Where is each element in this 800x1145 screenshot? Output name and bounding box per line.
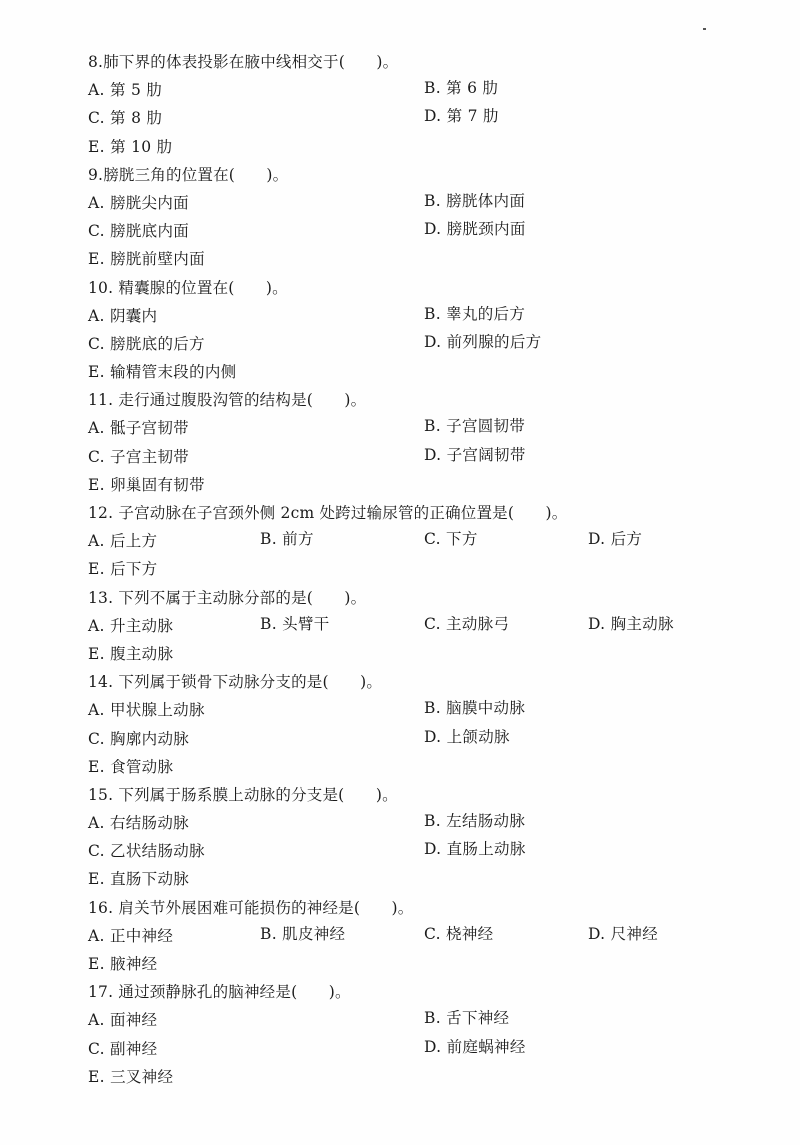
option-b: B. 子宫圆韧带 — [424, 417, 526, 436]
option-row — [88, 555, 728, 583]
option-b: B. 脑膜中动脉 — [424, 699, 526, 718]
option-d: D. 后方 — [588, 530, 643, 549]
option-c: C. 下方 — [424, 530, 478, 549]
option-row — [88, 245, 728, 273]
option-row — [88, 527, 728, 555]
option-row — [88, 471, 728, 499]
question-list — [88, 48, 728, 1091]
option-row — [88, 133, 728, 161]
option-row — [88, 1063, 728, 1091]
option-e: E. 第 10 肋 — [88, 137, 173, 156]
option-a: A. 正中神经 — [88, 926, 174, 945]
option-row — [88, 1006, 728, 1034]
option-a: A. 甲状腺上动脉 — [88, 701, 205, 720]
option-b: B. 前方 — [260, 530, 314, 549]
question-stem: 8.肺下界的体表投影在腋中线相交于( )。 — [88, 53, 399, 71]
option-a: A. 升主动脉 — [88, 616, 174, 635]
option-d: D. 子宫阔韧带 — [424, 445, 526, 464]
option-row — [88, 443, 728, 471]
option-row — [88, 1035, 728, 1063]
option-d: D. 膀胱颈内面 — [424, 220, 526, 239]
option-c: C. 膀胱底的后方 — [88, 334, 205, 353]
option-row — [88, 865, 728, 893]
option-row — [88, 358, 728, 386]
option-c: C. 副神经 — [88, 1039, 158, 1058]
option-d: D. 前列腺的后方 — [424, 332, 542, 351]
option-row — [88, 753, 728, 781]
question-stem: 15. 下列属于肠系膜上动脉的分支是( )。 — [88, 785, 398, 804]
option-c: C. 桡神经 — [424, 924, 494, 943]
question-stem: 17. 通过颈静脉孔的脑神经是( )。 — [88, 983, 351, 1002]
option-row — [88, 302, 728, 330]
option-row — [88, 612, 728, 640]
scan-speck — [703, 28, 706, 30]
option-row — [88, 104, 728, 132]
option-d: D. 胸主动脉 — [588, 614, 674, 633]
option-c: C. 胸廓内动脉 — [88, 729, 190, 748]
option-a: A. 骶子宫韧带 — [88, 419, 189, 438]
option-row — [88, 189, 728, 217]
option-d: D. 第 7 肋 — [424, 107, 499, 126]
option-a: A. 面神经 — [88, 1011, 158, 1030]
option-b: B. 舌下神经 — [424, 1009, 510, 1028]
option-d: D. 上颌动脉 — [424, 727, 510, 746]
option-a: A. 右结肠动脉 — [88, 814, 189, 833]
option-row — [88, 696, 728, 724]
option-e: E. 直肠下动脉 — [88, 870, 190, 889]
question-stem: 12. 子宫动脉在子宫颈外侧 2cm 处跨过输尿管的正确位置是( )。 — [88, 504, 568, 522]
option-e: E. 膀胱前壁内面 — [88, 250, 205, 269]
option-c: C. 子宫主韧带 — [88, 447, 190, 466]
question-stem: 14. 下列属于锁骨下动脉分支的是( )。 — [88, 673, 383, 692]
question-stem: 10. 精囊腺的位置在( )。 — [88, 278, 288, 297]
option-b: B. 睾丸的后方 — [424, 304, 526, 323]
question-stem: 11. 走行通过腹股沟管的结构是( )。 — [88, 391, 367, 410]
option-e: E. 腋神经 — [88, 955, 158, 973]
option-e: E. 卵巢固有韧带 — [88, 475, 205, 494]
option-d: D. 尺神经 — [588, 924, 659, 943]
question-stem: 16. 肩关节外展困难可能损伤的神经是( )。 — [88, 898, 414, 917]
question-stem: 9.膀胱三角的位置在( )。 — [88, 165, 289, 184]
option-e: E. 三叉神经 — [88, 1067, 174, 1086]
option-a: A. 阴囊内 — [88, 306, 158, 325]
option-c: C. 第 8 肋 — [88, 109, 163, 128]
option-a: A. 第 5 肋 — [88, 81, 163, 100]
option-row — [88, 809, 728, 837]
option-c: C. 主动脉弓 — [424, 614, 510, 633]
option-row — [88, 330, 728, 358]
option-row — [88, 725, 728, 753]
option-row — [88, 640, 728, 668]
option-row — [88, 837, 728, 865]
option-b: B. 第 6 肋 — [424, 79, 499, 98]
option-row — [88, 217, 728, 245]
option-b: B. 左结肠动脉 — [424, 812, 526, 831]
option-a: A. 后上方 — [88, 532, 158, 551]
option-b: B. 肌皮神经 — [260, 924, 346, 943]
option-row — [88, 76, 728, 104]
option-d: D. 前庭蜗神经 — [424, 1037, 526, 1056]
option-b: B. 膀胱体内面 — [424, 191, 526, 210]
option-c: C. 膀胱底内面 — [88, 222, 190, 241]
option-a: A. 膀胱尖内面 — [88, 193, 189, 212]
option-c: C. 乙状结肠动脉 — [88, 842, 205, 861]
option-e: E. 腹主动脉 — [88, 644, 174, 663]
option-e: E. 输精管末段的内侧 — [88, 363, 237, 382]
option-d: D. 直肠上动脉 — [424, 840, 526, 859]
option-e: E. 食管动脉 — [88, 757, 174, 776]
option-row — [88, 414, 728, 442]
question-stem: 13. 下列不属于主动脉分部的是( )。 — [88, 588, 367, 607]
option-row — [88, 950, 728, 978]
option-row — [88, 922, 728, 950]
option-b: B. 头臂干 — [260, 614, 330, 633]
option-e: E. 后下方 — [88, 560, 158, 579]
